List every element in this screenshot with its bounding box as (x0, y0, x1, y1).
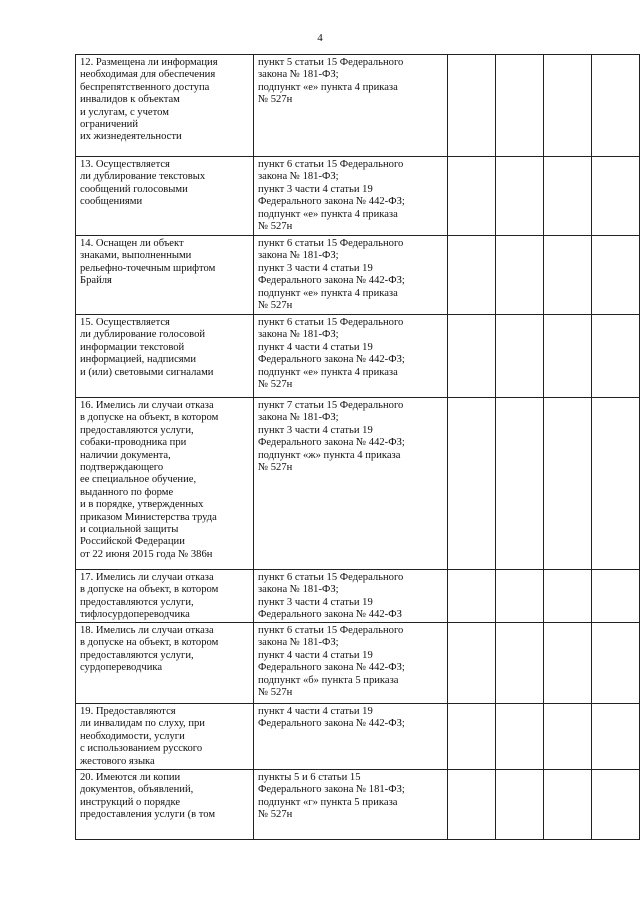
question-line: Брайля (80, 275, 112, 287)
answer-cell-3 (544, 55, 592, 157)
question-line: Российской Федерации (80, 536, 185, 548)
legal-basis-line: Федерального закона № 442-ФЗ; (258, 718, 405, 730)
legal-basis-line: закона № 181-ФЗ; (258, 329, 339, 341)
legal-basis-line: закона № 181-ФЗ; (258, 171, 339, 183)
answer-cell-1 (448, 398, 496, 570)
table-row (76, 236, 640, 315)
legal-basis-line: № 527н (258, 687, 293, 699)
answer-cell-4 (592, 315, 640, 398)
question-line: предоставляются услуги, (80, 649, 194, 661)
question-line: ли дублирование текстовых (80, 171, 206, 183)
question-line: сурдопереводчика (80, 662, 163, 674)
legal-basis-cell (254, 55, 448, 157)
question-line: инвалидов к объектам (80, 94, 180, 106)
legal-basis-line: № 527н (258, 221, 293, 233)
checklist-table (75, 54, 640, 840)
answer-cell-1 (448, 570, 496, 623)
answer-cell-2 (496, 704, 544, 770)
table-row (76, 398, 640, 570)
legal-basis-line: пункт 3 части 4 статьи 19 (258, 596, 373, 608)
answer-cell-4 (592, 570, 640, 623)
answer-cell-3 (544, 236, 592, 315)
question-line: сообщениями (80, 196, 143, 208)
answer-cell-2 (496, 398, 544, 570)
question-line: 14. Оснащен ли объект (80, 238, 184, 249)
question-line: подтверждающего (80, 462, 164, 474)
legal-basis-line: пункт 4 части 4 статьи 19 (258, 706, 373, 717)
question-line: документов, объявлений, (80, 784, 194, 796)
answer-cell-3 (544, 570, 592, 623)
question-cell (76, 398, 254, 570)
legal-basis-line: подпункт «е» пункта 4 приказа (258, 287, 398, 299)
legal-basis-line: закона № 181-ФЗ; (258, 69, 339, 81)
question-line: 16. Имелись ли случаи отказа (80, 400, 214, 411)
legal-basis-line: пункт 6 статьи 15 Федерального (258, 238, 404, 249)
answer-cell-3 (544, 623, 592, 704)
answer-cell-4 (592, 157, 640, 236)
question-line: собаки-проводника при (80, 437, 187, 449)
question-cell (76, 770, 254, 840)
table-row (76, 770, 640, 840)
question-line: предоставляются услуги, (80, 424, 194, 436)
answer-cell-4 (592, 236, 640, 315)
legal-basis-line: пункт 6 статьи 15 Федерального (258, 625, 404, 636)
table-row (76, 315, 640, 398)
answer-cell-4 (592, 623, 640, 704)
question-line: 17. Имелись ли случаи отказа (80, 572, 214, 583)
question-cell (76, 570, 254, 623)
question-line: предоставляются услуги, (80, 596, 194, 608)
legal-basis-line: закона № 181-ФЗ; (258, 250, 339, 262)
answer-cell-2 (496, 157, 544, 236)
legal-basis-cell (254, 398, 448, 570)
legal-basis-cell (254, 704, 448, 770)
question-line: знаками, выполненными (80, 250, 192, 262)
legal-basis-line: подпункт «е» пункта 4 приказа (258, 81, 398, 93)
answer-cell-1 (448, 770, 496, 840)
answer-cell-3 (544, 157, 592, 236)
question-line: в допуске на объект, в котором (80, 412, 219, 424)
legal-basis-line: пункт 4 части 4 статьи 19 (258, 649, 373, 661)
legal-basis-line: пункты 5 и 6 статьи 15 (258, 772, 361, 783)
legal-basis-line: пункт 5 статьи 15 Федерального (258, 57, 404, 68)
legal-basis-line: пункт 6 статьи 15 Федерального (258, 317, 404, 328)
legal-basis-line: Федерального закона № 181-ФЗ; (258, 784, 405, 796)
answer-cell-4 (592, 398, 640, 570)
legal-basis-line: закона № 181-ФЗ; (258, 412, 339, 424)
answer-cell-1 (448, 157, 496, 236)
legal-basis-line: пункт 3 части 4 статьи 19 (258, 424, 373, 436)
question-line: ее специальное обучение, (80, 474, 197, 486)
legal-basis-line: Федерального закона № 442-ФЗ; (258, 354, 405, 366)
legal-basis-line: пункт 4 части 4 статьи 19 (258, 341, 373, 353)
legal-basis-cell (254, 570, 448, 623)
question-line: ли дублирование голосовой (80, 329, 206, 341)
legal-basis-line: закона № 181-ФЗ; (258, 584, 339, 596)
table-row (76, 623, 640, 704)
legal-basis-line: пункт 3 части 4 статьи 19 (258, 262, 373, 274)
legal-basis-line: Федерального закона № 442-ФЗ; (258, 275, 405, 287)
question-cell (76, 157, 254, 236)
answer-cell-4 (592, 55, 640, 157)
legal-basis-cell (254, 623, 448, 704)
answer-cell-3 (544, 704, 592, 770)
answer-cell-4 (592, 770, 640, 840)
legal-basis-cell (254, 157, 448, 236)
legal-basis-line: Федерального закона № 442-ФЗ; (258, 437, 405, 449)
question-cell (76, 55, 254, 157)
legal-basis-line: № 527н (258, 300, 293, 312)
legal-basis-line: подпункт «б» пункта 5 приказа (258, 674, 399, 686)
question-line: и в порядке, утвержденных (80, 499, 204, 511)
answer-cell-3 (544, 315, 592, 398)
legal-basis-line: пункт 6 статьи 15 Федерального (258, 572, 404, 583)
answer-cell-3 (544, 398, 592, 570)
question-line: 15. Осуществляется (80, 317, 170, 328)
table-row (76, 157, 640, 236)
answer-cell-1 (448, 315, 496, 398)
question-line: и (или) световыми сигналами (80, 366, 214, 378)
question-line: и услугам, с учетом (80, 106, 169, 118)
question-line: ограничений (80, 119, 139, 131)
question-line: и социальной защиты (80, 524, 179, 536)
legal-basis-cell (254, 770, 448, 840)
legal-basis-line: подпункт «е» пункта 4 приказа (258, 208, 398, 220)
question-line: 20. Имеются ли копии (80, 772, 181, 783)
question-line: беспрепятственного доступа (80, 81, 210, 93)
question-line: сообщений голосовыми (80, 183, 188, 195)
legal-basis-line: Федерального закона № 442-ФЗ; (258, 662, 405, 674)
table-row (76, 704, 640, 770)
answer-cell-1 (448, 704, 496, 770)
legal-basis-cell (254, 236, 448, 315)
question-line: жестового языка (80, 755, 155, 767)
legal-basis-cell (254, 315, 448, 398)
answer-cell-1 (448, 623, 496, 704)
answer-cell-1 (448, 236, 496, 315)
legal-basis-line: подпункт «г» пункта 5 приказа (258, 796, 398, 808)
question-line: ли инвалидам по слуху, при (80, 718, 205, 730)
answer-cell-2 (496, 236, 544, 315)
legal-basis-line: № 527н (258, 94, 293, 106)
question-line: их жизнедеятельности (80, 131, 182, 143)
question-line: предоставления услуги (в том (80, 809, 216, 821)
question-cell (76, 236, 254, 315)
question-line: необходимости, услуги (80, 730, 185, 742)
legal-basis-line: подпункт «е» пункта 4 приказа (258, 366, 398, 378)
answer-cell-2 (496, 315, 544, 398)
answer-cell-2 (496, 55, 544, 157)
legal-basis-line: пункт 3 части 4 статьи 19 (258, 183, 373, 195)
legal-basis-line: № 527н (258, 809, 293, 821)
question-line: информации текстовой (80, 341, 185, 353)
question-line: от 22 июня 2015 года № 386н (80, 548, 213, 560)
question-line: наличии документа, (80, 449, 171, 461)
question-line: приказом Министерства труда (80, 511, 217, 523)
legal-basis-line: подпункт «ж» пункта 4 приказа (258, 449, 401, 461)
question-line: тифлосурдопереводчика (80, 609, 190, 621)
question-line: рельефно-точечным шрифтом (80, 262, 216, 274)
answer-cell-3 (544, 770, 592, 840)
question-line: 12. Размещена ли информация (80, 57, 218, 68)
answer-cell-2 (496, 623, 544, 704)
question-line: инструкций о порядке (80, 796, 181, 808)
legal-basis-line: Федерального закона № 442-ФЗ; (258, 196, 405, 208)
legal-basis-line: № 527н (258, 462, 293, 474)
question-line: необходимая для обеспечения (80, 69, 216, 81)
legal-basis-line: пункт 7 статьи 15 Федерального (258, 400, 404, 411)
question-line: в допуске на объект, в котором (80, 637, 219, 649)
question-line: выданного по форме (80, 486, 174, 498)
table-row (76, 55, 640, 157)
question-line: 19. Предоставляются (80, 706, 176, 717)
answer-cell-2 (496, 570, 544, 623)
legal-basis-line: пункт 6 статьи 15 Федерального (258, 159, 404, 170)
question-cell (76, 704, 254, 770)
answer-cell-4 (592, 704, 640, 770)
question-line: информацией, надписями (80, 354, 197, 366)
question-line: 18. Имелись ли случаи отказа (80, 625, 214, 636)
legal-basis-line: № 527н (258, 379, 293, 391)
question-line: 13. Осуществляется (80, 159, 170, 170)
table-row (76, 570, 640, 623)
question-line: с использованием русского (80, 743, 203, 755)
question-cell (76, 623, 254, 704)
answer-cell-2 (496, 770, 544, 840)
question-cell (76, 315, 254, 398)
legal-basis-line: закона № 181-ФЗ; (258, 637, 339, 649)
page-number: 4 (317, 32, 323, 44)
question-line: в допуске на объект, в котором (80, 584, 219, 596)
legal-basis-line: Федерального закона № 442-ФЗ (258, 609, 402, 621)
answer-cell-1 (448, 55, 496, 157)
